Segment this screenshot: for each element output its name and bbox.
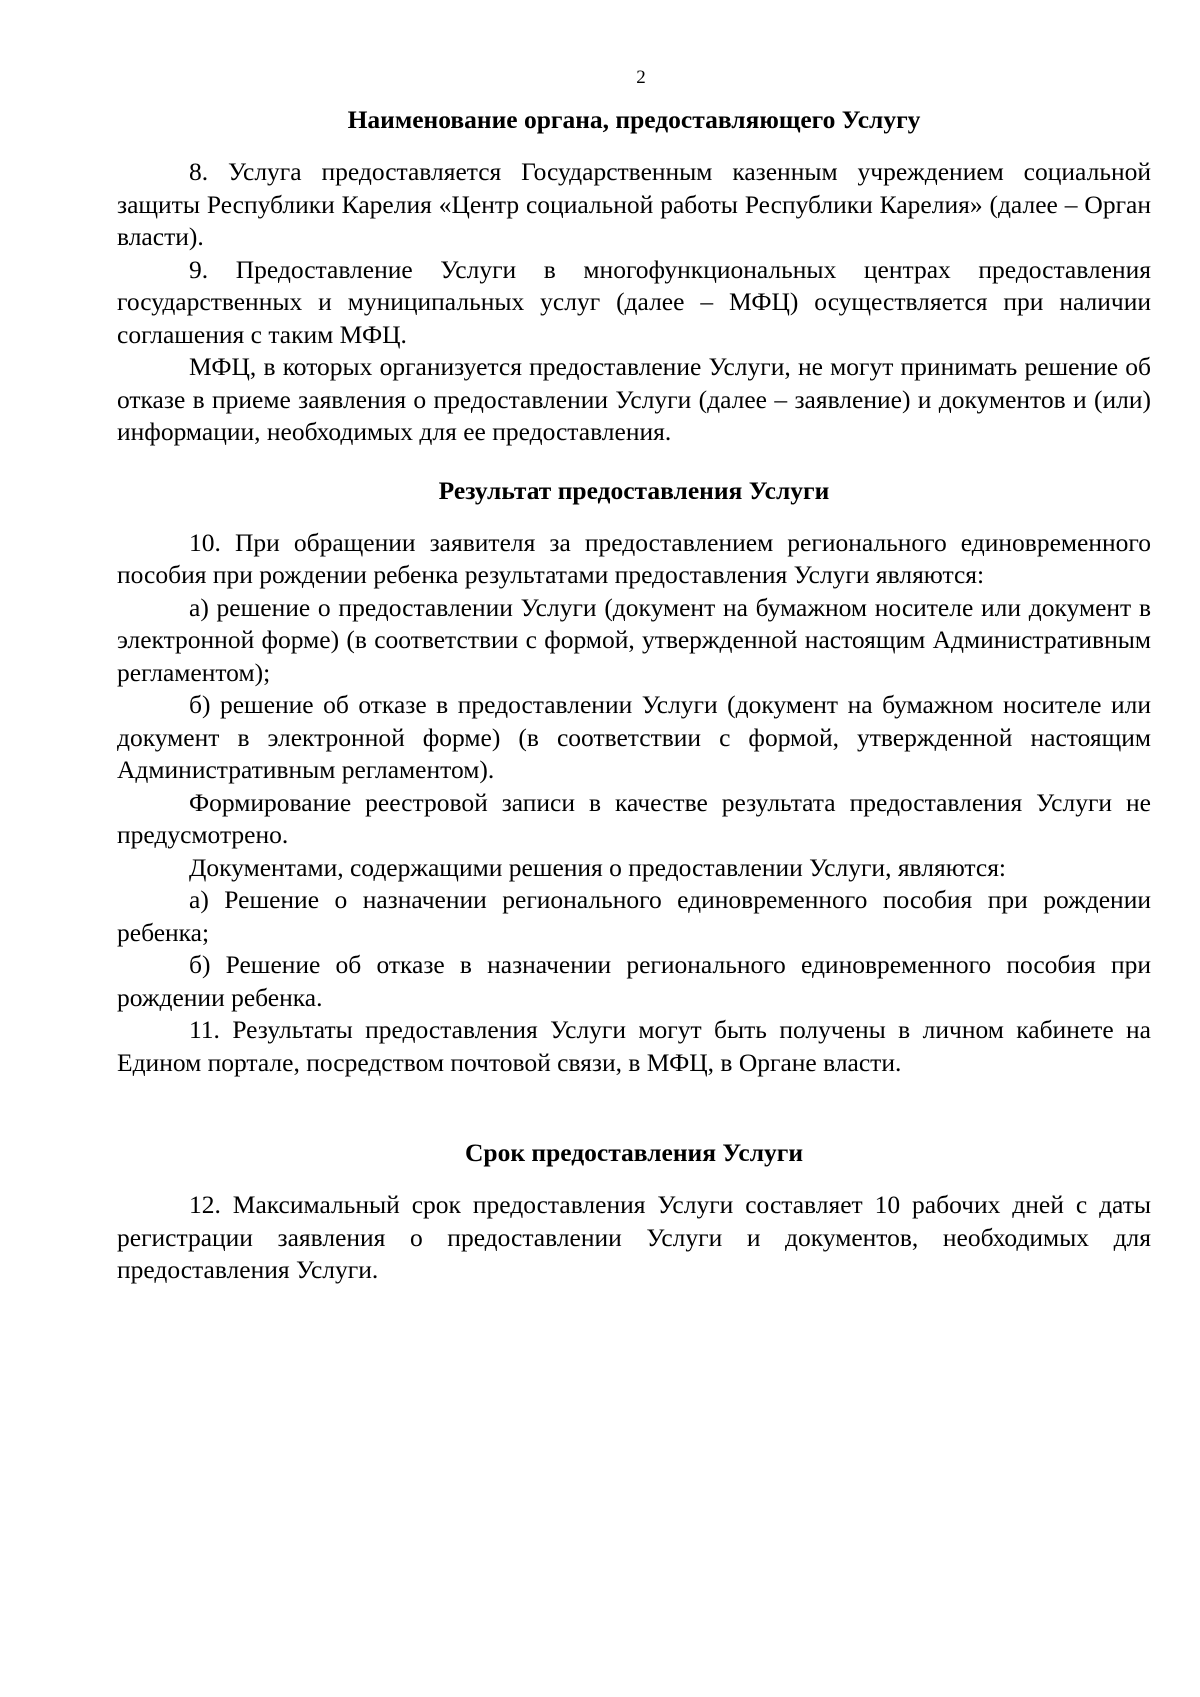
section-title-term: Срок предоставления Услуги <box>464 1138 804 1167</box>
paragraph-11: 11. Результаты предоставления Услуги могут быть получены в личном кабинете на Едином портале, посредством почтовой связи, в МФЦ, в Органе власти. <box>117 1015 1151 1077</box>
section-title-result: Результат предоставления Услуги <box>438 475 830 505</box>
paragraph-mfc: МФЦ, в которых организуется предоставление Услуги, не могут принимать решение об отказе в приеме заявления о предоставлении Услуги (далее – заявление) и документов и (или) информации, необходимых для ее предоставления. <box>117 352 1151 446</box>
section-title-authority: Наименование органа, предоставляющего Услугу <box>347 105 921 134</box>
paragraph-registry-record: Формирование реестровой записи в качестве результата предоставления Услуги не предусмотрено. <box>117 787 1151 849</box>
paragraph-8: 8. Услуга предоставляется Государственным казенным учреждением социальной защиты Республики Карелия «Центр социальной работы Республики Карелия» (далее – Орган власти). <box>117 157 1151 251</box>
paragraph-decision-a: а) Решение о назначении регионального единовременного пособия при рождении ребенка; <box>117 885 1151 947</box>
paragraph-decision-documents: Документами, содержащими решения о предоставлении Услуги, являются: <box>189 852 1007 882</box>
paragraph-10-a: а) решение о предоставлении Услуги (документ на бумажном носителе или документ в электронной форме) (в соответствии с формой, утвержденной настоящим Административным регламентом); <box>117 592 1151 687</box>
paragraph-12: 12. Максимальный срок предоставления Услуги составляет 10 рабочих дней с даты регистрации заявления о предоставлении Услуги и документов, необходимых для предоставления Услуги. <box>117 1190 1151 1284</box>
paragraph-10: 10. При обращении заявителя за предоставлением регионального единовременного пособия при рождении ребенка результатами предоставления Услуги являются: <box>117 527 1151 589</box>
document-page <box>117 66 1151 1287</box>
paragraph-decision-b: б) Решение об отказе в назначении регионального единовременного пособия при рождении ребенка. <box>117 950 1151 1012</box>
paragraph-9: 9. Предоставление Услуги в многофункциональных центрах предоставления государственных и муниципальных услуг (далее – МФЦ) осуществляется при наличии соглашения с таким МФЦ. <box>117 254 1151 349</box>
paragraph-10-b: б) решение об отказе в предоставлении Услуги (документ на бумажном носителе или документ в электронной форме) (в соответствии с формой, утвержденной настоящим Административным регламентом). <box>117 690 1151 784</box>
page-number: 2 <box>636 67 646 88</box>
